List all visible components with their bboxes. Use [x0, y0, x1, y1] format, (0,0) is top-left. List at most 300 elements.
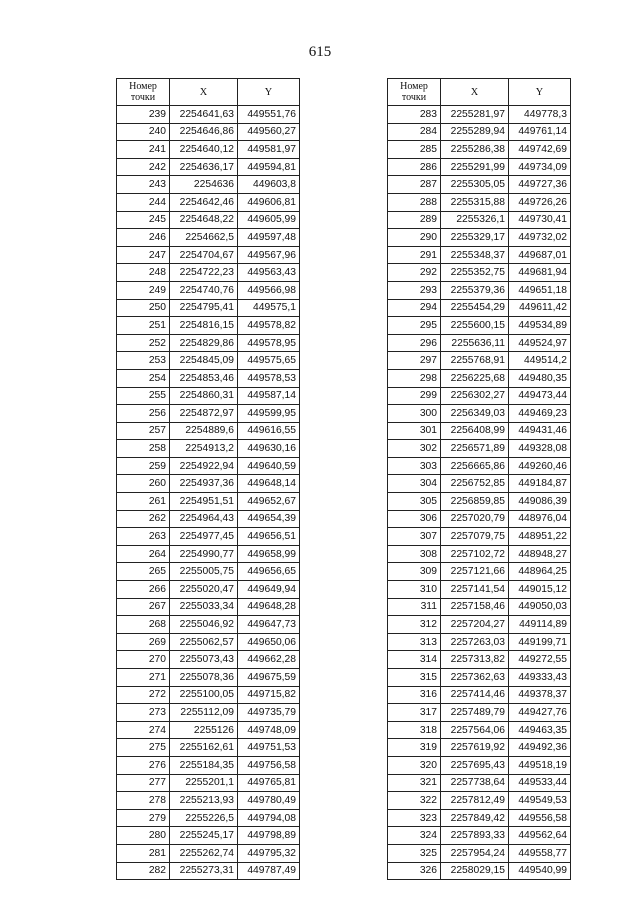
point-number-cell: 293 — [388, 281, 441, 299]
table-row — [388, 246, 571, 264]
x-coordinate-cell: 2254990,77 — [170, 545, 238, 563]
x-coordinate-cell: 2256859,85 — [441, 493, 509, 511]
x-coordinate-cell: 2255213,93 — [170, 792, 238, 810]
point-number-cell: 255 — [117, 387, 170, 405]
x-coordinate-cell: 2254642,46 — [170, 193, 238, 211]
coordinates-table-right — [387, 78, 571, 880]
y-coordinate-cell: 449534,89 — [509, 317, 571, 335]
y-coordinate-cell: 449687,01 — [509, 246, 571, 264]
y-coordinate-cell: 449675,59 — [238, 669, 300, 687]
y-coordinate-cell: 449765,81 — [238, 774, 300, 792]
table-row — [117, 422, 300, 440]
y-header: Y — [509, 79, 571, 106]
table-row — [388, 440, 571, 458]
table-row — [388, 299, 571, 317]
x-coordinate-cell: 2255281,97 — [441, 106, 509, 124]
table-row — [117, 581, 300, 599]
y-coordinate-cell: 449654,39 — [238, 510, 300, 528]
x-coordinate-cell: 2254740,76 — [170, 281, 238, 299]
table-row — [388, 422, 571, 440]
point-number-cell: 239 — [117, 106, 170, 124]
x-coordinate-cell: 2256752,85 — [441, 475, 509, 493]
point-number-cell: 243 — [117, 176, 170, 194]
table-row — [388, 510, 571, 528]
point-number-cell: 289 — [388, 211, 441, 229]
table-row — [117, 809, 300, 827]
page-number: 615 — [308, 44, 332, 60]
y-coordinate-cell: 449630,16 — [238, 440, 300, 458]
table-row — [388, 633, 571, 651]
table-row — [117, 405, 300, 423]
x-coordinate-cell: 2257414,46 — [441, 686, 509, 704]
y-coordinate-cell: 449726,26 — [509, 193, 571, 211]
table-header-row — [117, 79, 300, 106]
x-coordinate-cell: 2255289,94 — [441, 123, 509, 141]
table-row — [117, 844, 300, 862]
table-row — [117, 616, 300, 634]
table-row — [117, 493, 300, 511]
x-coordinate-cell: 2254662,5 — [170, 229, 238, 247]
y-coordinate-cell: 449742,69 — [509, 141, 571, 159]
table-row — [388, 264, 571, 282]
y-coordinate-cell: 449050,03 — [509, 598, 571, 616]
table-row — [388, 528, 571, 546]
point-number-cell: 282 — [117, 862, 170, 880]
y-coordinate-cell: 449794,08 — [238, 809, 300, 827]
table-row — [117, 106, 300, 124]
x-coordinate-cell: 2255348,37 — [441, 246, 509, 264]
x-coordinate-cell: 2255245,17 — [170, 827, 238, 845]
table-row — [117, 281, 300, 299]
x-coordinate-cell: 2255379,36 — [441, 281, 509, 299]
y-coordinate-cell: 449333,43 — [509, 669, 571, 687]
y-coordinate-cell: 449473,44 — [509, 387, 571, 405]
point-number-cell: 299 — [388, 387, 441, 405]
x-coordinate-cell: 2255062,57 — [170, 633, 238, 651]
x-coordinate-cell: 2254860,31 — [170, 387, 238, 405]
point-number-cell: 264 — [117, 545, 170, 563]
point-number-cell: 316 — [388, 686, 441, 704]
x-coordinate-cell: 2257362,63 — [441, 669, 509, 687]
y-coordinate-cell: 449611,42 — [509, 299, 571, 317]
y-coordinate-cell: 449514,2 — [509, 352, 571, 370]
table-row — [117, 475, 300, 493]
x-coordinate-cell: 2255100,05 — [170, 686, 238, 704]
point-number-cell: 312 — [388, 616, 441, 634]
x-coordinate-cell: 2255201,1 — [170, 774, 238, 792]
table-row — [388, 317, 571, 335]
point-number-cell: 271 — [117, 669, 170, 687]
y-coordinate-cell: 449780,49 — [238, 792, 300, 810]
y-coordinate-cell: 449681,94 — [509, 264, 571, 282]
table-row — [117, 264, 300, 282]
x-coordinate-cell: 2256225,68 — [441, 369, 509, 387]
table-row — [388, 211, 571, 229]
x-coordinate-cell: 2255352,75 — [441, 264, 509, 282]
table-row — [388, 739, 571, 757]
point-number-cell: 275 — [117, 739, 170, 757]
y-coordinate-cell: 449616,55 — [238, 422, 300, 440]
x-coordinate-cell: 2255636,11 — [441, 334, 509, 352]
x-coordinate-cell: 2257141,54 — [441, 581, 509, 599]
table-row — [117, 123, 300, 141]
y-coordinate-cell: 449656,51 — [238, 528, 300, 546]
table-row — [117, 862, 300, 880]
y-coordinate-cell: 449578,95 — [238, 334, 300, 352]
table-row — [117, 510, 300, 528]
y-coordinate-cell: 449199,71 — [509, 633, 571, 651]
x-coordinate-cell: 2254646,86 — [170, 123, 238, 141]
x-coordinate-cell: 2257954,24 — [441, 844, 509, 862]
table-row — [117, 721, 300, 739]
table-row — [117, 739, 300, 757]
x-coordinate-cell: 2257158,46 — [441, 598, 509, 616]
x-coordinate-cell: 2256665,86 — [441, 457, 509, 475]
y-coordinate-cell: 449594,81 — [238, 158, 300, 176]
y-coordinate-cell: 449272,55 — [509, 651, 571, 669]
y-coordinate-cell: 449524,97 — [509, 334, 571, 352]
x-coordinate-cell: 2254722,23 — [170, 264, 238, 282]
point-number-cell: 284 — [388, 123, 441, 141]
table-row — [117, 352, 300, 370]
table-row — [388, 669, 571, 687]
point-number-cell: 315 — [388, 669, 441, 687]
x-coordinate-cell: 2255046,92 — [170, 616, 238, 634]
y-coordinate-cell: 449575,65 — [238, 352, 300, 370]
point-number-cell: 303 — [388, 457, 441, 475]
table-row — [117, 299, 300, 317]
table-row — [117, 756, 300, 774]
table-row — [117, 369, 300, 387]
table-row — [388, 493, 571, 511]
point-number-cell: 268 — [117, 616, 170, 634]
point-number-cell: 300 — [388, 405, 441, 423]
point-number-cell: 279 — [117, 809, 170, 827]
point-number-cell: 244 — [117, 193, 170, 211]
y-coordinate-cell: 449787,49 — [238, 862, 300, 880]
table-row — [388, 721, 571, 739]
table-row — [388, 193, 571, 211]
x-coordinate-cell: 2257313,82 — [441, 651, 509, 669]
x-coordinate-cell: 2254641,63 — [170, 106, 238, 124]
y-coordinate-cell: 449599,95 — [238, 405, 300, 423]
point-number-cell: 290 — [388, 229, 441, 247]
point-number-cell: 272 — [117, 686, 170, 704]
point-number-cell: 321 — [388, 774, 441, 792]
table-row — [388, 827, 571, 845]
x-coordinate-cell: 2255600,15 — [441, 317, 509, 335]
table-row — [388, 862, 571, 880]
x-coordinate-cell: 2254922,94 — [170, 457, 238, 475]
point-number-header-line1: Номер — [400, 81, 428, 92]
table-body — [117, 106, 300, 880]
x-coordinate-cell: 2254845,09 — [170, 352, 238, 370]
x-coordinate-cell: 2254964,43 — [170, 510, 238, 528]
y-header: Y — [238, 79, 300, 106]
x-coordinate-cell: 2254951,51 — [170, 493, 238, 511]
y-coordinate-cell: 449649,94 — [238, 581, 300, 599]
table-row — [388, 704, 571, 722]
point-number-cell: 317 — [388, 704, 441, 722]
point-number-cell: 311 — [388, 598, 441, 616]
y-coordinate-cell: 449640,59 — [238, 457, 300, 475]
x-coordinate-cell: 2256408,99 — [441, 422, 509, 440]
x-coordinate-cell: 2257263,03 — [441, 633, 509, 651]
x-coordinate-cell: 2254640,12 — [170, 141, 238, 159]
y-coordinate-cell: 449662,28 — [238, 651, 300, 669]
table-row — [388, 369, 571, 387]
table-row — [388, 809, 571, 827]
point-number-cell: 301 — [388, 422, 441, 440]
x-coordinate-cell: 2257079,75 — [441, 528, 509, 546]
y-coordinate-cell: 449735,79 — [238, 704, 300, 722]
point-number-cell: 240 — [117, 123, 170, 141]
table-row — [388, 123, 571, 141]
y-coordinate-cell: 449756,58 — [238, 756, 300, 774]
point-number-cell: 252 — [117, 334, 170, 352]
y-coordinate-cell: 448951,22 — [509, 528, 571, 546]
point-number-cell: 257 — [117, 422, 170, 440]
y-coordinate-cell: 449751,53 — [238, 739, 300, 757]
point-number-cell: 292 — [388, 264, 441, 282]
x-coordinate-cell: 2254872,97 — [170, 405, 238, 423]
y-coordinate-cell: 449427,76 — [509, 704, 571, 722]
table-row — [388, 563, 571, 581]
x-coordinate-cell: 2255273,31 — [170, 862, 238, 880]
point-number-cell: 309 — [388, 563, 441, 581]
point-number-cell: 297 — [388, 352, 441, 370]
y-coordinate-cell: 449086,39 — [509, 493, 571, 511]
x-coordinate-cell: 2257102,72 — [441, 545, 509, 563]
x-coordinate-cell: 2255005,75 — [170, 563, 238, 581]
table-row — [117, 669, 300, 687]
table-row — [388, 106, 571, 124]
y-coordinate-cell: 449463,35 — [509, 721, 571, 739]
table-row — [388, 229, 571, 247]
table-row — [388, 792, 571, 810]
point-number-cell: 241 — [117, 141, 170, 159]
point-number-cell: 313 — [388, 633, 441, 651]
point-number-cell: 304 — [388, 475, 441, 493]
y-coordinate-cell: 449650,06 — [238, 633, 300, 651]
point-number-cell: 242 — [117, 158, 170, 176]
point-number-header-line1: Номер — [129, 81, 157, 92]
point-number-cell: 254 — [117, 369, 170, 387]
x-coordinate-cell: 2257489,79 — [441, 704, 509, 722]
y-coordinate-cell: 449540,99 — [509, 862, 571, 880]
x-coordinate-cell: 2255033,34 — [170, 598, 238, 616]
point-number-cell: 283 — [388, 106, 441, 124]
y-coordinate-cell: 449533,44 — [509, 774, 571, 792]
x-coordinate-cell: 2255768,91 — [441, 352, 509, 370]
y-coordinate-cell: 449730,41 — [509, 211, 571, 229]
point-number-header — [388, 79, 441, 106]
point-number-cell: 319 — [388, 739, 441, 757]
x-coordinate-cell: 2254853,46 — [170, 369, 238, 387]
point-number-cell: 262 — [117, 510, 170, 528]
table-row — [388, 616, 571, 634]
point-number-cell: 273 — [117, 704, 170, 722]
y-coordinate-cell: 449748,09 — [238, 721, 300, 739]
table-row — [117, 158, 300, 176]
table-row — [117, 704, 300, 722]
x-coordinate-cell: 2254889,6 — [170, 422, 238, 440]
y-coordinate-cell: 449778,3 — [509, 106, 571, 124]
x-coordinate-cell: 2254636,17 — [170, 158, 238, 176]
table-row — [388, 281, 571, 299]
point-number-cell: 256 — [117, 405, 170, 423]
table-row — [117, 827, 300, 845]
y-coordinate-cell: 449560,27 — [238, 123, 300, 141]
point-number-cell: 296 — [388, 334, 441, 352]
y-coordinate-cell: 449734,09 — [509, 158, 571, 176]
point-number-cell: 276 — [117, 756, 170, 774]
table-row — [117, 387, 300, 405]
y-coordinate-cell: 449480,35 — [509, 369, 571, 387]
x-coordinate-cell: 2255329,17 — [441, 229, 509, 247]
point-number-cell: 318 — [388, 721, 441, 739]
x-coordinate-cell: 2255020,47 — [170, 581, 238, 599]
x-coordinate-cell: 2257204,27 — [441, 616, 509, 634]
y-coordinate-cell: 449603,8 — [238, 176, 300, 194]
table-row — [117, 633, 300, 651]
table-row — [388, 141, 571, 159]
table-row — [117, 774, 300, 792]
y-coordinate-cell: 449562,64 — [509, 827, 571, 845]
point-number-cell: 281 — [117, 844, 170, 862]
point-number-cell: 270 — [117, 651, 170, 669]
x-coordinate-cell: 2257695,43 — [441, 756, 509, 774]
point-number-cell: 246 — [117, 229, 170, 247]
point-number-cell: 326 — [388, 862, 441, 880]
point-number-cell: 298 — [388, 369, 441, 387]
point-number-header-line2: точки — [401, 92, 427, 103]
x-coordinate-cell: 2255286,38 — [441, 141, 509, 159]
point-number-cell: 253 — [117, 352, 170, 370]
y-coordinate-cell: 449556,58 — [509, 809, 571, 827]
point-number-cell: 322 — [388, 792, 441, 810]
x-coordinate-cell: 2254636 — [170, 176, 238, 194]
table-row — [388, 581, 571, 599]
x-coordinate-cell: 2257121,66 — [441, 563, 509, 581]
x-coordinate-cell: 2256302,27 — [441, 387, 509, 405]
point-number-cell: 261 — [117, 493, 170, 511]
table-row — [388, 598, 571, 616]
point-number-cell: 324 — [388, 827, 441, 845]
table-row — [388, 545, 571, 563]
table-row — [388, 158, 571, 176]
y-coordinate-cell: 449518,19 — [509, 756, 571, 774]
x-coordinate-cell: 2254704,67 — [170, 246, 238, 264]
point-number-cell: 306 — [388, 510, 441, 528]
y-coordinate-cell: 449597,48 — [238, 229, 300, 247]
y-coordinate-cell: 449648,28 — [238, 598, 300, 616]
table-row — [388, 686, 571, 704]
x-header: X — [441, 79, 509, 106]
x-coordinate-cell: 2255315,88 — [441, 193, 509, 211]
x-coordinate-cell: 2254648,22 — [170, 211, 238, 229]
y-coordinate-cell: 448964,25 — [509, 563, 571, 581]
point-number-cell: 314 — [388, 651, 441, 669]
point-number-cell: 288 — [388, 193, 441, 211]
point-number-cell: 267 — [117, 598, 170, 616]
y-coordinate-cell: 449015,12 — [509, 581, 571, 599]
x-coordinate-cell: 2255305,05 — [441, 176, 509, 194]
table-row — [117, 598, 300, 616]
point-number-cell: 260 — [117, 475, 170, 493]
x-coordinate-cell: 2255326,1 — [441, 211, 509, 229]
table-row — [117, 229, 300, 247]
y-coordinate-cell: 449732,02 — [509, 229, 571, 247]
y-coordinate-cell: 449558,77 — [509, 844, 571, 862]
x-coordinate-cell: 2257619,92 — [441, 739, 509, 757]
y-coordinate-cell: 449492,36 — [509, 739, 571, 757]
point-number-cell: 245 — [117, 211, 170, 229]
table-row — [117, 528, 300, 546]
point-number-cell: 308 — [388, 545, 441, 563]
table-row — [388, 651, 571, 669]
point-number-cell: 251 — [117, 317, 170, 335]
x-coordinate-cell: 2257893,33 — [441, 827, 509, 845]
x-coordinate-cell: 2255291,99 — [441, 158, 509, 176]
point-number-cell: 287 — [388, 176, 441, 194]
table-row — [117, 334, 300, 352]
y-coordinate-cell: 449575,1 — [238, 299, 300, 317]
y-coordinate-cell: 449549,53 — [509, 792, 571, 810]
x-coordinate-cell: 2254937,36 — [170, 475, 238, 493]
point-number-cell: 285 — [388, 141, 441, 159]
table-row — [117, 545, 300, 563]
y-coordinate-cell: 449114,89 — [509, 616, 571, 634]
y-coordinate-cell: 449648,14 — [238, 475, 300, 493]
y-coordinate-cell: 449715,82 — [238, 686, 300, 704]
y-coordinate-cell: 449581,97 — [238, 141, 300, 159]
point-number-cell: 323 — [388, 809, 441, 827]
y-coordinate-cell: 449761,14 — [509, 123, 571, 141]
table-row — [388, 774, 571, 792]
table-row — [117, 193, 300, 211]
point-number-header — [117, 79, 170, 106]
y-coordinate-cell: 449795,32 — [238, 844, 300, 862]
point-number-cell: 259 — [117, 457, 170, 475]
table-row — [117, 317, 300, 335]
table-row — [117, 563, 300, 581]
y-coordinate-cell: 449551,76 — [238, 106, 300, 124]
table-row — [117, 440, 300, 458]
y-coordinate-cell: 449563,43 — [238, 264, 300, 282]
table-row — [388, 387, 571, 405]
x-coordinate-cell: 2257738,64 — [441, 774, 509, 792]
x-coordinate-cell: 2254829,86 — [170, 334, 238, 352]
table-row — [388, 405, 571, 423]
y-coordinate-cell: 449651,18 — [509, 281, 571, 299]
x-coordinate-cell: 2254913,2 — [170, 440, 238, 458]
x-coordinate-cell: 2254977,45 — [170, 528, 238, 546]
y-coordinate-cell: 449652,67 — [238, 493, 300, 511]
table-row — [388, 457, 571, 475]
table-row — [117, 686, 300, 704]
x-coordinate-cell: 2255184,35 — [170, 756, 238, 774]
point-number-cell: 310 — [388, 581, 441, 599]
y-coordinate-cell: 449798,89 — [238, 827, 300, 845]
table-row — [388, 844, 571, 862]
x-coordinate-cell: 2255162,61 — [170, 739, 238, 757]
x-coordinate-cell: 2257564,06 — [441, 721, 509, 739]
y-coordinate-cell: 449578,82 — [238, 317, 300, 335]
y-coordinate-cell: 449260,46 — [509, 457, 571, 475]
y-coordinate-cell: 449578,53 — [238, 369, 300, 387]
y-coordinate-cell: 449566,98 — [238, 281, 300, 299]
